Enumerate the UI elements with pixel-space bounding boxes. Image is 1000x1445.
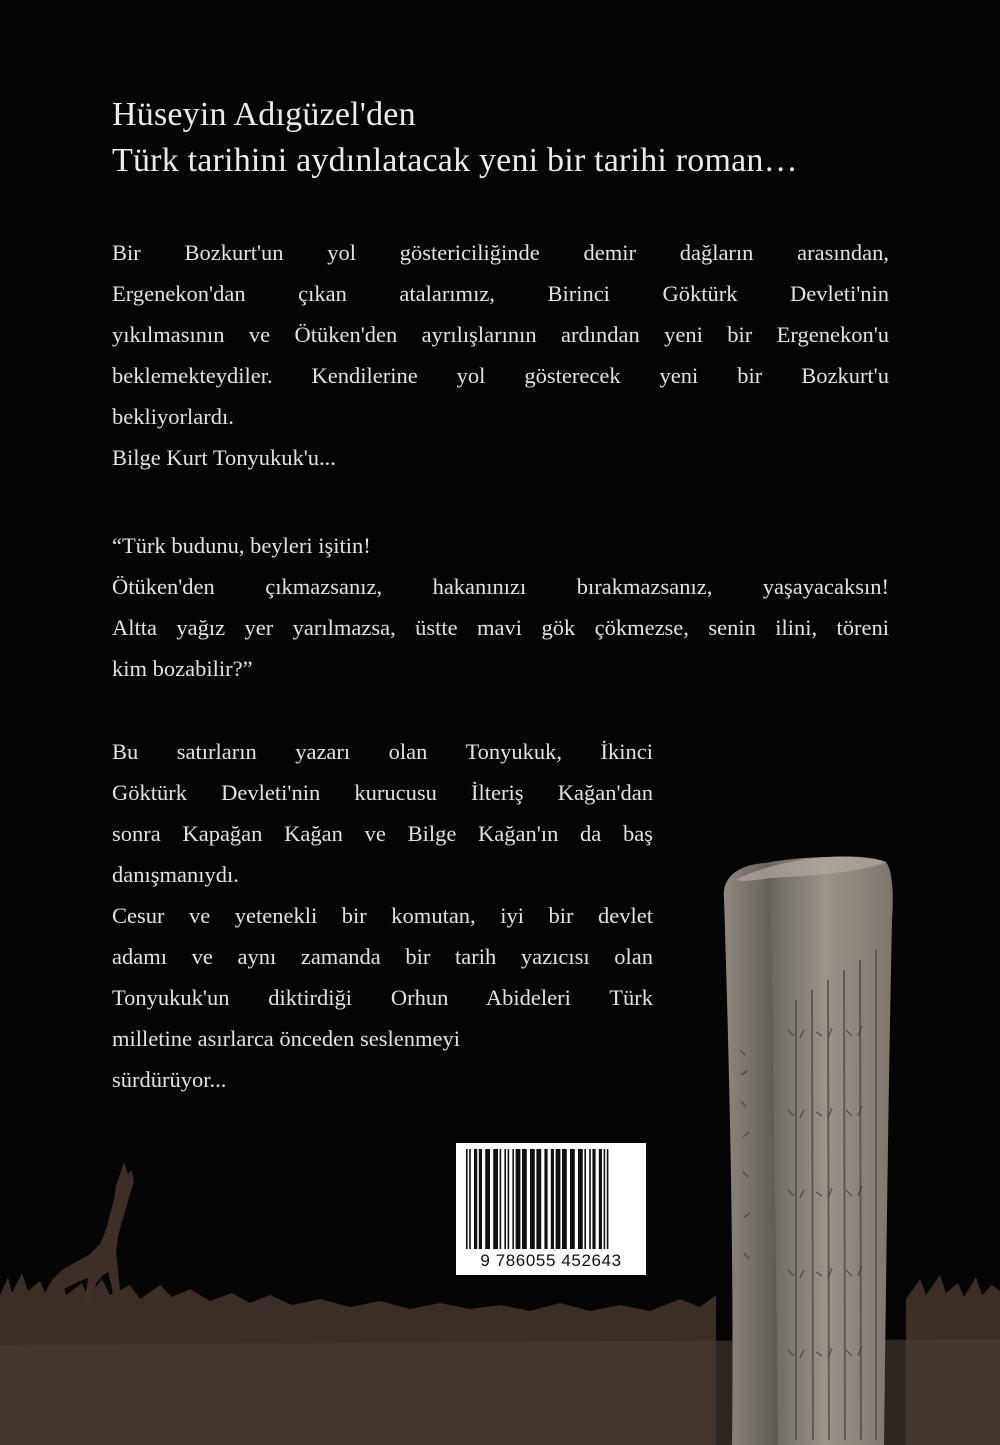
author-description-paragraph [112,731,653,1100]
barcode-bar [504,1149,506,1249]
orhun-stele-image [716,850,906,1445]
barcode-bar [522,1149,527,1249]
quote-paragraph [112,525,889,689]
description-line: adamı ve aynı zamanda bir tarih yazıcısı olan [112,944,653,969]
intro-line: Bilge Kurt Tonyukuk'u... [112,445,336,470]
barcode-bar [544,1149,547,1249]
barcode-bar [512,1149,514,1249]
barcode-bar [500,1149,502,1249]
quote-line: kim bozabilir?” [112,656,253,681]
cover-header [112,92,932,184]
description-line: Tonyukuk'un diktirdiği Orhun Abideleri Türk [112,985,653,1010]
barcode-bar [604,1149,606,1249]
barcode-bar [551,1149,554,1249]
quote-line: Ötüken'den çıkmazsanız, hakanınızı bırakmazsanız, yaşayacaksın! [112,574,889,599]
barcode-bar [578,1149,583,1249]
barcode-bar [570,1149,575,1249]
barcode-bar [469,1149,471,1249]
description-line: danışmanıydı. [112,862,239,887]
intro-paragraph [112,232,889,478]
intro-line: yıkılmasının ve Ötüken'den ayrılışlarının ardından yeni bir Ergenekon'u [112,322,889,347]
description-line: Bu satırların yazarı olan Tonyukuk, İkinci [112,739,653,764]
intro-line: beklemekteydiler. Kendilerine yol gösterecek yeni bir Bozkurt'u [112,363,889,388]
description-line: sonra Kapağan Kağan ve Bilge Kağan'ın da baş [112,821,653,846]
wolf-silhouette-icon [36,1160,146,1310]
barcode-bar [493,1149,498,1249]
barcode-bar [592,1149,595,1249]
barcode-bar [584,1149,586,1249]
intro-line: Bir Bozkurt'un yol göstericiliğinde demir dağların arasından, [112,240,889,265]
barcode-bars [462,1149,640,1249]
author-line: Hüseyin Adıgüzel'den [112,96,416,133]
description-line: milletine asırlarca önceden seslenmeyi [112,1026,460,1051]
isbn-barcode [456,1143,646,1275]
description-line: sürdürüyor... [112,1067,227,1092]
quote-line: Altta yağız yer yarılmazsa, üstte mavi gök çökmezse, senin ilini, töreni [112,615,889,640]
isbn-number: 9 786055 452643 [480,1251,622,1270]
tagline: Türk tarihini aydınlatacak yeni bir tarihi roman… [112,142,798,179]
barcode-bar [485,1149,490,1249]
barcode-bar [530,1149,535,1249]
quote-line: “Türk budunu, beyleri işitin! [112,533,371,558]
barcode-bar [556,1149,561,1249]
barcode-bar [479,1149,482,1249]
barcode-bar [474,1149,477,1249]
barcode-bar [589,1149,591,1249]
barcode-bar [607,1149,609,1249]
barcode-bar [466,1149,468,1249]
description-line: Göktürk Devleti'nin kurucusu İlteriş Kağan'dan [112,780,653,805]
intro-line: Ergenekon'dan çıkan atalarımız, Birinci Göktürk Devleti'nin [112,281,889,306]
barcode-bar [516,1149,521,1249]
intro-line: bekliyorlardı. [112,404,234,429]
barcode-bar [536,1149,541,1249]
barcode-bar [599,1149,602,1249]
barcode-bar [562,1149,567,1249]
description-line: Cesur ve yetenekli bir komutan, iyi bir devlet [112,903,653,928]
barcode-bar [508,1149,510,1249]
